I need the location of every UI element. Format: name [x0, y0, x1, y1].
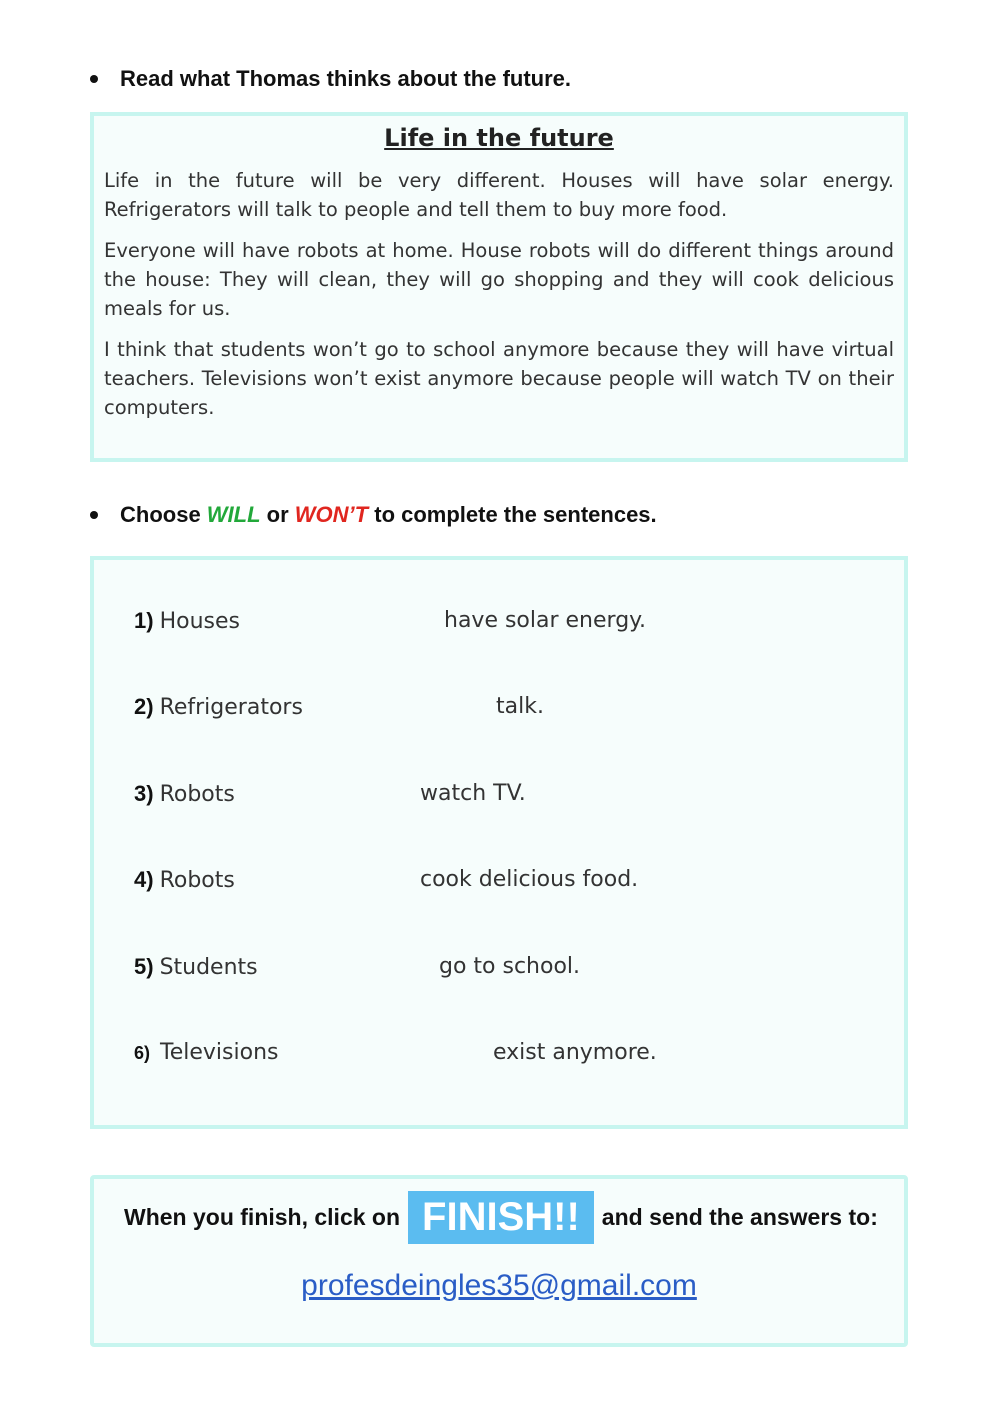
sentence-3	[134, 781, 526, 807]
reading-box	[90, 112, 908, 462]
finish-box	[90, 1175, 908, 1347]
instruction-choose-part1: Choose	[120, 502, 207, 527]
wont-word: WON’T	[294, 502, 369, 527]
instruction-choose	[90, 502, 657, 528]
sentence-rest: talk.	[496, 694, 544, 719]
sentence-4	[134, 867, 639, 893]
sentence-1	[134, 608, 647, 634]
sentence-rest: cook delicious food.	[420, 867, 639, 892]
finish-button[interactable]: FINISH!!	[408, 1191, 594, 1244]
will-word: WILL	[206, 502, 261, 527]
finish-instruction	[124, 1191, 878, 1244]
sentence-5	[134, 954, 581, 980]
sentence-number: 5)	[134, 954, 154, 979]
sentence-rest: exist anymore.	[493, 1040, 657, 1065]
instruction-read-text: Read what Thomas thinks about the future.	[120, 66, 572, 91]
sentence-rest: go to school.	[439, 954, 581, 979]
reading-paragraph: Life in the future will be very different. Houses will have solar energy. Refrigerators will talk to people and tell them to buy more food.	[104, 169, 894, 221]
sentence-number: 6)	[134, 1043, 151, 1063]
sentence-subject: Refrigerators	[159, 695, 303, 720]
finish-after-text: and send the answers to:	[601, 1204, 878, 1230]
sentence-6	[134, 1040, 657, 1065]
exercise-box	[90, 556, 908, 1129]
email-link[interactable]: profesdeingles35@gmail.com	[301, 1269, 697, 1302]
reading-title: Life in the future	[384, 124, 614, 152]
instruction-choose-part2: or	[260, 502, 295, 527]
reading-paragraph: Everyone will have robots at home. House robots will do different things around the house: They will clean, they will go shopping and they will cook delicious meals for us.	[104, 239, 894, 320]
sentence-subject: Students	[159, 955, 258, 980]
sentence-number: 3)	[134, 781, 154, 806]
sentence-subject: Televisions	[160, 1040, 279, 1065]
sentence-2	[134, 694, 544, 720]
bullet-icon	[90, 511, 98, 519]
bullet-icon	[90, 75, 98, 83]
sentence-subject: Robots	[159, 782, 235, 807]
sentence-rest: watch TV.	[420, 781, 526, 806]
instruction-choose-part3: to complete the sentences.	[368, 502, 657, 527]
reading-paragraph: I think that students won’t go to school anymore because they will have virtual teachers. Televisions won’t exist anymore because people will watch TV on their computers.	[104, 338, 894, 419]
sentence-subject: Robots	[159, 868, 235, 893]
sentence-rest: have solar energy.	[444, 608, 647, 633]
sentence-subject: Houses	[159, 609, 240, 634]
instruction-read	[90, 66, 571, 92]
sentence-number: 4)	[134, 867, 154, 892]
sentence-number: 1)	[134, 608, 154, 633]
sentence-number: 2)	[134, 694, 154, 719]
finish-before-text: When you finish, click on	[124, 1204, 401, 1230]
